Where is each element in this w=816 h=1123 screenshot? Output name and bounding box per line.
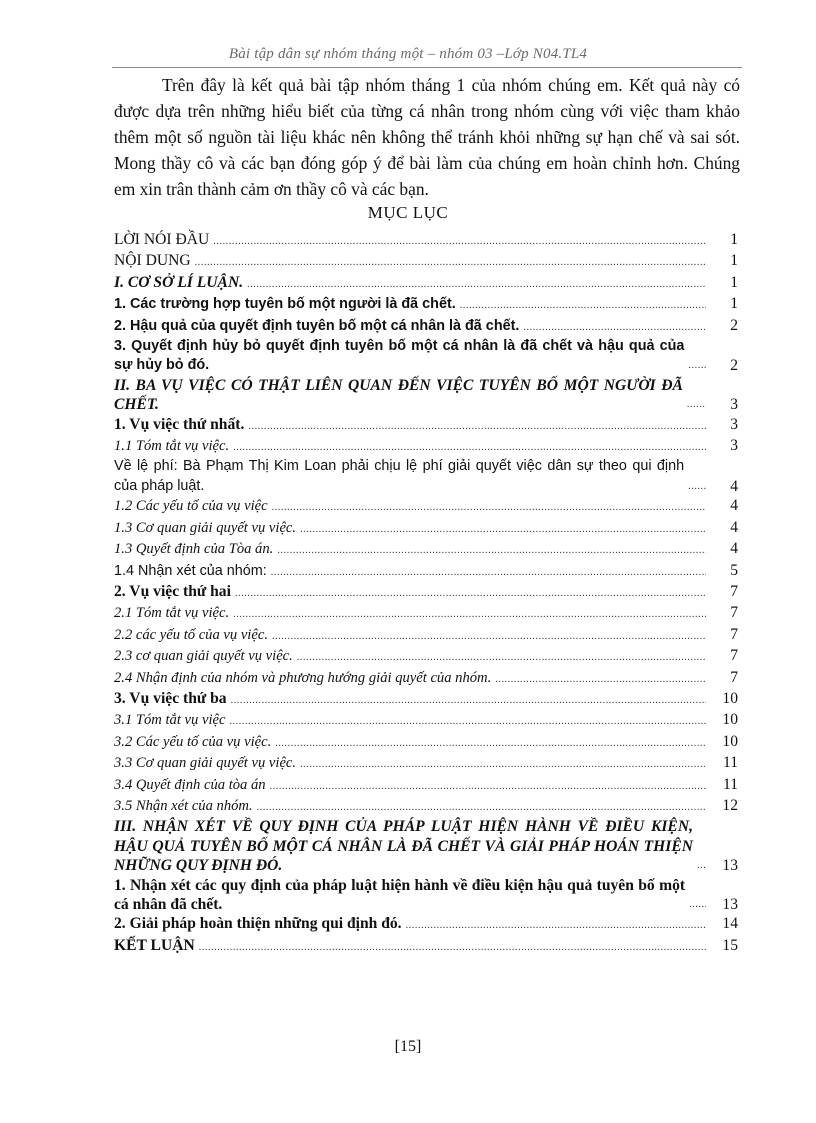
toc-leader-dots	[406, 916, 706, 935]
toc-entry-case-2[interactable]	[114, 582, 738, 603]
toc-title: MỤC LỤC	[367, 203, 449, 222]
toc-entry-page: 7	[730, 625, 738, 643]
toc-entry-page: 2	[730, 357, 738, 375]
table-of-contents	[114, 230, 738, 957]
toc-leader-dots	[300, 755, 706, 774]
toc-entry-page: 1	[730, 295, 738, 313]
toc-entry-page: 4	[730, 518, 738, 536]
toc-entry-text: III. NHẬN XÉT VỀ QUY ĐỊNH CỦA PHÁP LUẬT HIỆN HÀNH VỀ ĐIỀU KIỆN, HẬU QUẢ TUYÊN BỐ MỘT CÁ NHÂN LÀ ĐÃ CHẾT VÀ GIẢI PHÁP HOÁN THIỆN NHỮNG QUY ĐỊNH ĐÓ.	[114, 818, 693, 875]
toc-entry-text: 1.3 Cơ quan giải quyết vụ việc.	[114, 519, 297, 536]
toc-entry-section-2[interactable]	[114, 376, 738, 415]
toc-leader-dots	[275, 734, 706, 753]
toc-entry-3-4-decision[interactable]	[114, 775, 738, 796]
toc-entry-case-3[interactable]	[114, 689, 738, 710]
toc-entry-text: 2.2 các yếu tố của vụ việc.	[114, 626, 268, 643]
toc-entry-noi-dung[interactable]	[114, 251, 738, 272]
toc-leader-dots	[697, 856, 706, 875]
toc-entry-page: 13	[722, 857, 738, 875]
toc-entry-page: 3	[730, 437, 738, 455]
toc-entry-text: 3.2 Các yếu tố của vụ việc.	[114, 733, 272, 750]
toc-entry-page: 7	[730, 647, 738, 665]
toc-entry-2-2-elements[interactable]	[114, 625, 738, 646]
toc-entry-text: 3.3 Cơ quan giải quyết vụ việc.	[114, 755, 297, 772]
toc-entry-page: 13	[722, 896, 738, 913]
toc-entry-1-4-review[interactable]	[114, 561, 738, 582]
toc-leader-dots	[300, 520, 706, 539]
toc-entry-1-3-agency[interactable]	[114, 518, 738, 539]
toc-entry-text: Về lệ phí: Bà Phạm Thị Kim Loan phải chịu lệ phí giải quyết việc dân sự theo qui định của pháp luật.	[114, 458, 685, 494]
toc-entry-text: 3.5 Nhận xét của nhóm.	[114, 797, 253, 814]
toc-leader-dots	[270, 777, 706, 796]
toc-entry-3-2-elements[interactable]	[114, 732, 738, 753]
toc-entry-text: 2.4 Nhận định của nhóm và phương hướng giải quyết của nhóm.	[114, 669, 492, 686]
toc-leader-dots	[460, 296, 706, 315]
toc-entry-text: 1. Vụ việc thứ nhất.	[114, 415, 245, 433]
toc-leader-dots	[272, 627, 706, 646]
toc-entry-2-3-agency[interactable]	[114, 646, 738, 667]
toc-entry-text: LỜI NÓI ĐẦU	[114, 231, 210, 248]
toc-entry-text: 3. Quyết định hủy bỏ quyết định tuyên bố một cá nhân là đã chết và hậu quả của sự hủy bỏ đó.	[114, 338, 685, 374]
toc-entry-page: 2	[730, 316, 738, 334]
toc-entry-page: 1	[730, 252, 738, 270]
toc-entry-text: I. CƠ SỞ LÍ LUẬN.	[114, 273, 244, 291]
toc-leader-dots	[297, 648, 706, 667]
toc-entry-page: 3	[730, 396, 738, 414]
toc-entry-text: 2.3 cơ quan giải quyết vụ việc.	[114, 648, 293, 665]
toc-leader-dots	[213, 232, 706, 251]
toc-entry-text: II. BA VỤ VIỆC CÓ THẬT LIÊN QUAN ĐẾN VIỆC TUYÊN BỐ MỘT NGƯỜI ĐÃ CHẾT.	[114, 376, 683, 414]
toc-entry-fee-note[interactable]	[114, 457, 738, 496]
toc-entry-1-2[interactable]	[114, 316, 738, 337]
toc-entry-text: 3.4 Quyết định của tòa án	[114, 776, 266, 793]
toc-leader-dots	[231, 691, 706, 710]
header-divider	[112, 67, 742, 68]
toc-entry-page: 11	[722, 775, 738, 793]
toc-entry-text: 1. Nhận xét các quy định của pháp luật hiện hành về điều kiện hậu quả tuyên bố một cá nhân đã chết.	[114, 876, 686, 913]
toc-entry-3-3-agency[interactable]	[114, 753, 738, 774]
toc-entry-section-1[interactable]	[114, 273, 738, 294]
toc-entry-1-2-elements[interactable]	[114, 496, 738, 517]
toc-entry-text: 2. Hậu quả của quyết định tuyên bố một cá nhân là đã chết.	[114, 317, 520, 334]
toc-leader-dots	[257, 798, 706, 817]
toc-entry-text: 2.1 Tóm tắt vụ việc.	[114, 605, 230, 622]
toc-leader-dots	[229, 712, 706, 731]
toc-entry-1-3[interactable]	[114, 337, 738, 376]
toc-entry-page: 12	[722, 796, 738, 814]
toc-leader-dots	[688, 477, 706, 496]
toc-entry-page: 11	[722, 754, 738, 772]
toc-leader-dots	[233, 605, 706, 624]
toc-entry-page: 3	[730, 415, 738, 433]
toc-entry-3-1-review-rules[interactable]	[114, 876, 738, 915]
toc-entry-page: 10	[722, 689, 738, 707]
toc-leader-dots	[235, 584, 706, 603]
toc-entry-2-1-summary[interactable]	[114, 603, 738, 624]
toc-entry-text: KẾT LUẬN	[114, 936, 195, 954]
toc-entry-2-4-assessment[interactable]	[114, 668, 738, 689]
toc-entry-page: 7	[730, 604, 738, 622]
toc-entry-text: 1.4 Nhận xét của nhóm:	[114, 562, 267, 579]
toc-entry-3-1-summary[interactable]	[114, 710, 738, 731]
toc-entry-ket-luan[interactable]	[114, 936, 738, 957]
toc-entry-page: 1	[730, 231, 738, 248]
toc-entry-text: 1. Các trường hợp tuyên bố một người là đã chết.	[114, 296, 456, 313]
toc-entry-text: 2. Vụ việc thứ hai	[114, 582, 231, 600]
page-number: [15]	[394, 1038, 422, 1055]
toc-entry-page: 4	[730, 477, 738, 495]
toc-entry-3-2-solutions[interactable]	[114, 914, 738, 935]
toc-entry-text: 1.2 Các yếu tố của vụ việc	[114, 498, 268, 515]
toc-entry-page: 4	[730, 497, 738, 515]
toc-leader-dots	[523, 318, 706, 337]
toc-entry-section-3[interactable]	[114, 817, 738, 875]
toc-entry-page: 10	[722, 711, 738, 729]
toc-entry-1-1[interactable]	[114, 294, 738, 315]
toc-entry-page: 7	[730, 582, 738, 600]
page-header: Bài tập dân sự nhóm tháng một – nhóm 03 –Lớp N04.TL4	[228, 46, 588, 62]
toc-entry-text: 2. Giải pháp hoàn thiện những qui định đó.	[114, 915, 402, 933]
toc-leader-dots	[688, 356, 706, 375]
toc-entry-page: 10	[722, 732, 738, 750]
toc-entry-case-1[interactable]	[114, 415, 738, 436]
toc-leader-dots	[495, 670, 706, 689]
toc-leader-dots	[277, 541, 706, 560]
intro-paragraph: Trên đây là kết quả bài tập nhóm tháng 1 của nhóm chúng em. Kết quả này có được dựa trên những hiểu biết của từng cá nhân trong nhóm cùng với việc tham khảo thêm một số nguồn tài liệu khác nên không thể tránh khỏi những sự hạn chế và sai sót. Mong thầy cô và các bạn đóng góp ý để bài làm của chúng em hoàn chỉnh hơn. Chúng em xin trân thành cảm ơn thầy cô và các bạn.	[114, 75, 740, 199]
toc-leader-dots	[689, 895, 706, 914]
toc-entry-3-5-review[interactable]	[114, 796, 738, 817]
toc-entry-1-3-decision[interactable]	[114, 539, 738, 560]
toc-entry-text: NỘI DUNG	[114, 252, 191, 270]
toc-entry-text: 1.3 Quyết định của Tòa án.	[114, 541, 274, 558]
toc-entry-page: 1	[730, 273, 738, 291]
toc-entry-page: 15	[722, 936, 738, 954]
toc-entry-page: 7	[730, 668, 738, 686]
toc-leader-dots	[248, 417, 706, 436]
toc-entry-1-1-summary[interactable]	[114, 436, 738, 457]
toc-entry-loi-noi-dau[interactable]	[114, 230, 738, 251]
toc-leader-dots	[272, 498, 706, 517]
toc-leader-dots	[271, 563, 706, 582]
toc-entry-text: 3. Vụ việc thứ ba	[114, 689, 227, 707]
toc-entry-text: 3.1 Tóm tắt vụ việc	[114, 712, 226, 729]
toc-leader-dots	[247, 275, 706, 294]
toc-entry-text: 1.1 Tóm tắt vụ việc.	[114, 438, 230, 455]
toc-leader-dots	[687, 395, 706, 414]
toc-entry-page: 4	[730, 540, 738, 558]
toc-leader-dots	[233, 438, 706, 457]
toc-leader-dots	[195, 253, 706, 272]
toc-entry-page: 5	[730, 561, 738, 579]
toc-entry-page: 14	[722, 915, 738, 933]
toc-leader-dots	[199, 938, 706, 957]
